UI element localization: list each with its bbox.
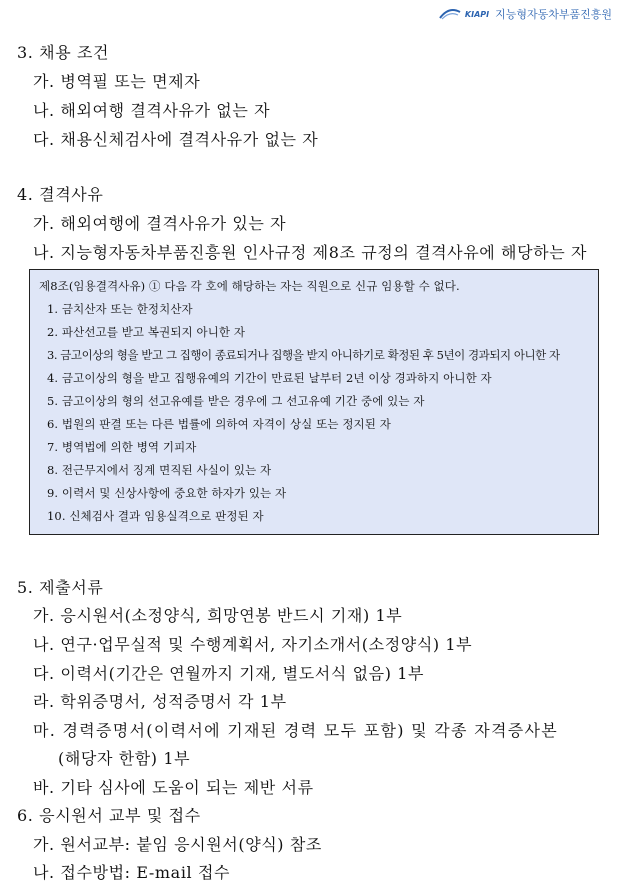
section-3-item-3: 다. 채용신체검사에 결격사유가 없는 자	[33, 130, 319, 149]
regulation-item-2: 2. 파산선고를 받고 복권되지 아니한 자	[47, 325, 246, 339]
section-4-item-2: 나. 지능형자동차부품진흥원 인사규정 제8조 규정의 결격사유에 해당하는 자	[33, 243, 588, 262]
logo-brand: KIAPI	[464, 9, 490, 19]
section-5-item-6: 바. 기타 심사에 도움이 되는 제반 서류	[33, 778, 314, 797]
regulation-title: 제8조(임용결격사유) ① 다음 각 호에 해당하는 자는 직원으로 신규 임용할 수 없다.	[39, 279, 460, 293]
regulation-item-8: 8. 전근무지에서 징계 면직된 사실이 있는 자	[47, 463, 272, 477]
section-3-title: 3. 채용 조건	[17, 43, 110, 62]
header-logo	[439, 6, 612, 22]
regulation-item-1: 1. 금치산자 또는 한정치산자	[47, 302, 193, 316]
section-5-item-5: 마. 경력증명서(이력서에 기재된 경력 모두 포함) 및 각종 자격증사본	[33, 721, 558, 740]
section-5-item-5-continued: (해당자 한함) 1부	[58, 749, 191, 768]
kiapi-logo-icon	[439, 8, 461, 20]
regulation-item-5: 5. 금고이상의 형의 선고유예를 받은 경우에 그 선고유예 기간 중에 있는 자	[47, 394, 425, 408]
section-6-item-2: 나. 접수방법: E-mail 접수	[33, 863, 231, 882]
regulation-item-6: 6. 법원의 판결 또는 다른 법률에 의하여 자격이 상실 또는 정지된 자	[47, 417, 391, 431]
regulation-item-4: 4. 금고이상의 형을 받고 집행유예의 기간이 만료된 날부터 2년 이상 경과하지 아니한 자	[47, 371, 492, 385]
logo-org-name: 지능형자동차부품진흥원	[495, 8, 612, 21]
section-5-item-3: 다. 이력서(기간은 연월까지 기재, 별도서식 없음) 1부	[33, 664, 425, 683]
regulation-item-10: 10. 신체검사 결과 임용실격으로 판정된 자	[47, 509, 264, 523]
section-6-item-1: 가. 원서교부: 붙임 응시원서(양식) 참조	[33, 835, 322, 854]
section-5-item-4: 라. 학위증명서, 성적증명서 각 1부	[33, 692, 287, 711]
section-6-title: 6. 응시원서 교부 및 접수	[17, 806, 201, 825]
regulation-item-9: 9. 이력서 및 신상사항에 중요한 하자가 있는 자	[47, 486, 287, 500]
regulation-item-3: 3. 금고이상의 형을 받고 그 집행이 종료되거나 집행을 받지 아니하기로 확정된 후 5년이 경과되지 아니한 자	[47, 348, 560, 362]
section-3-item-2: 나. 해외여행 결격사유가 없는 자	[33, 101, 271, 120]
regulation-item-7: 7. 병역법에 의한 병역 기피자	[47, 440, 197, 454]
section-5-item-1: 가. 응시원서(소정양식, 희망연봉 반드시 기재) 1부	[33, 606, 403, 625]
section-3-item-1: 가. 병역필 또는 면제자	[33, 72, 201, 91]
section-4-item-1: 가. 해외여행에 결격사유가 있는 자	[33, 214, 287, 233]
regulation-box	[29, 269, 599, 535]
section-5-item-2: 나. 연구·업무실적 및 수행계획서, 자기소개서(소정양식) 1부	[33, 635, 473, 654]
section-5-title: 5. 제출서류	[17, 578, 104, 597]
section-4-title: 4. 결격사유	[17, 185, 104, 204]
